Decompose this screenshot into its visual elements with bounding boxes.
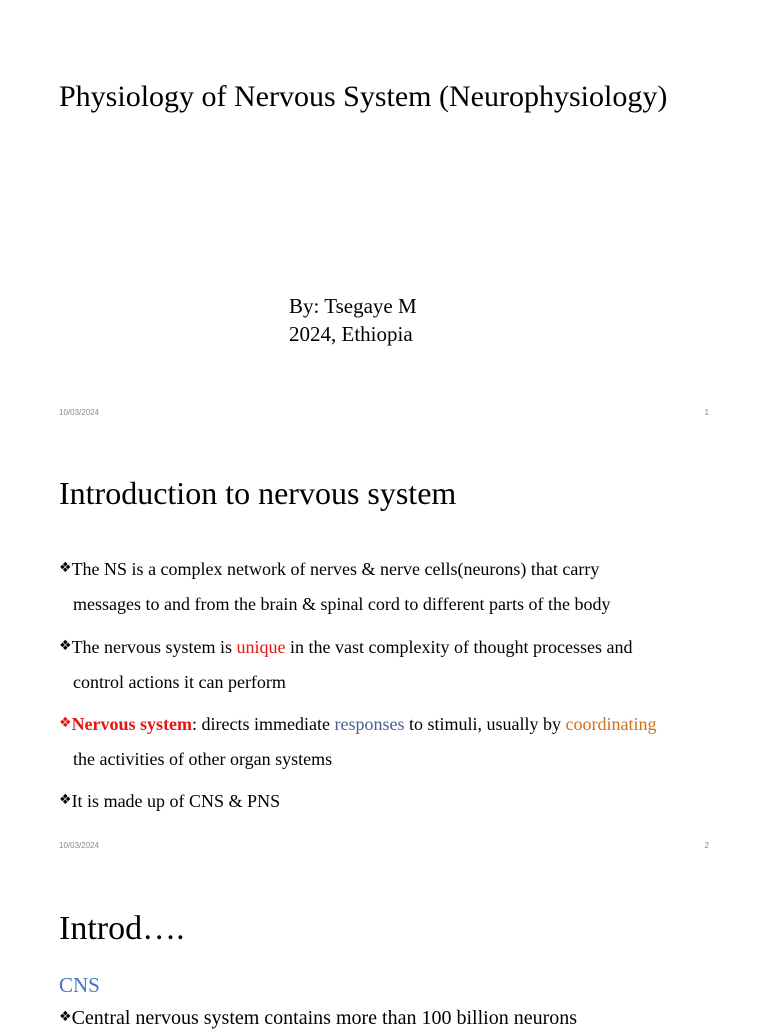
bullet-item bbox=[59, 1000, 719, 1036]
author-year-location: 2024, Ethiopia bbox=[289, 322, 413, 346]
diamond-bullet-icon: ❖ bbox=[59, 1009, 72, 1025]
highlight-coordinating: coordinating bbox=[565, 714, 657, 734]
diamond-bullet-icon: ❖ bbox=[59, 715, 72, 731]
slide-title: Introduction to nervous system bbox=[59, 475, 457, 511]
bullet-text-continued: messages to and from the brain & spinal cord to different parts of the body bbox=[73, 594, 611, 614]
bullet-text: to stimuli, usually by bbox=[404, 714, 566, 734]
slide-date: 10/03/2024 bbox=[59, 408, 100, 417]
term-nervous-system: Nervous system bbox=[71, 714, 193, 734]
bullet-text: : directs immediate bbox=[192, 714, 335, 734]
slide-title: Introd…. bbox=[59, 910, 185, 947]
slide-number: 1 bbox=[704, 408, 709, 417]
slide-date: 10/03/2024 bbox=[59, 841, 100, 850]
highlight-unique: unique bbox=[236, 637, 286, 657]
bullet-text: The nervous system is bbox=[71, 637, 237, 657]
bullet-text: Central nervous system contains more than 100 billion neurons bbox=[71, 1007, 578, 1029]
slide-title: Physiology of Nervous System (Neurophysiology) bbox=[59, 80, 668, 113]
bullet-text-continued: control actions it can perform bbox=[73, 672, 286, 692]
diamond-bullet-icon: ❖ bbox=[59, 792, 72, 808]
diamond-bullet-icon: ❖ bbox=[59, 560, 72, 576]
highlight-responses: responses bbox=[334, 714, 405, 734]
author-name: By: Tsegaye M bbox=[289, 294, 417, 318]
bullet-text-continued: the activities of other organ systems bbox=[73, 749, 333, 769]
bullet-text: in the vast complexity of thought processes and bbox=[285, 637, 633, 657]
diamond-bullet-icon: ❖ bbox=[59, 638, 72, 654]
slide-number: 2 bbox=[704, 841, 709, 850]
bullet-text: It is made up of CNS & PNS bbox=[71, 791, 281, 811]
subheading-cns: CNS bbox=[59, 973, 100, 997]
bullet-text: The NS is a complex network of nerves & nerve cells(neurons) that carry bbox=[71, 559, 600, 579]
